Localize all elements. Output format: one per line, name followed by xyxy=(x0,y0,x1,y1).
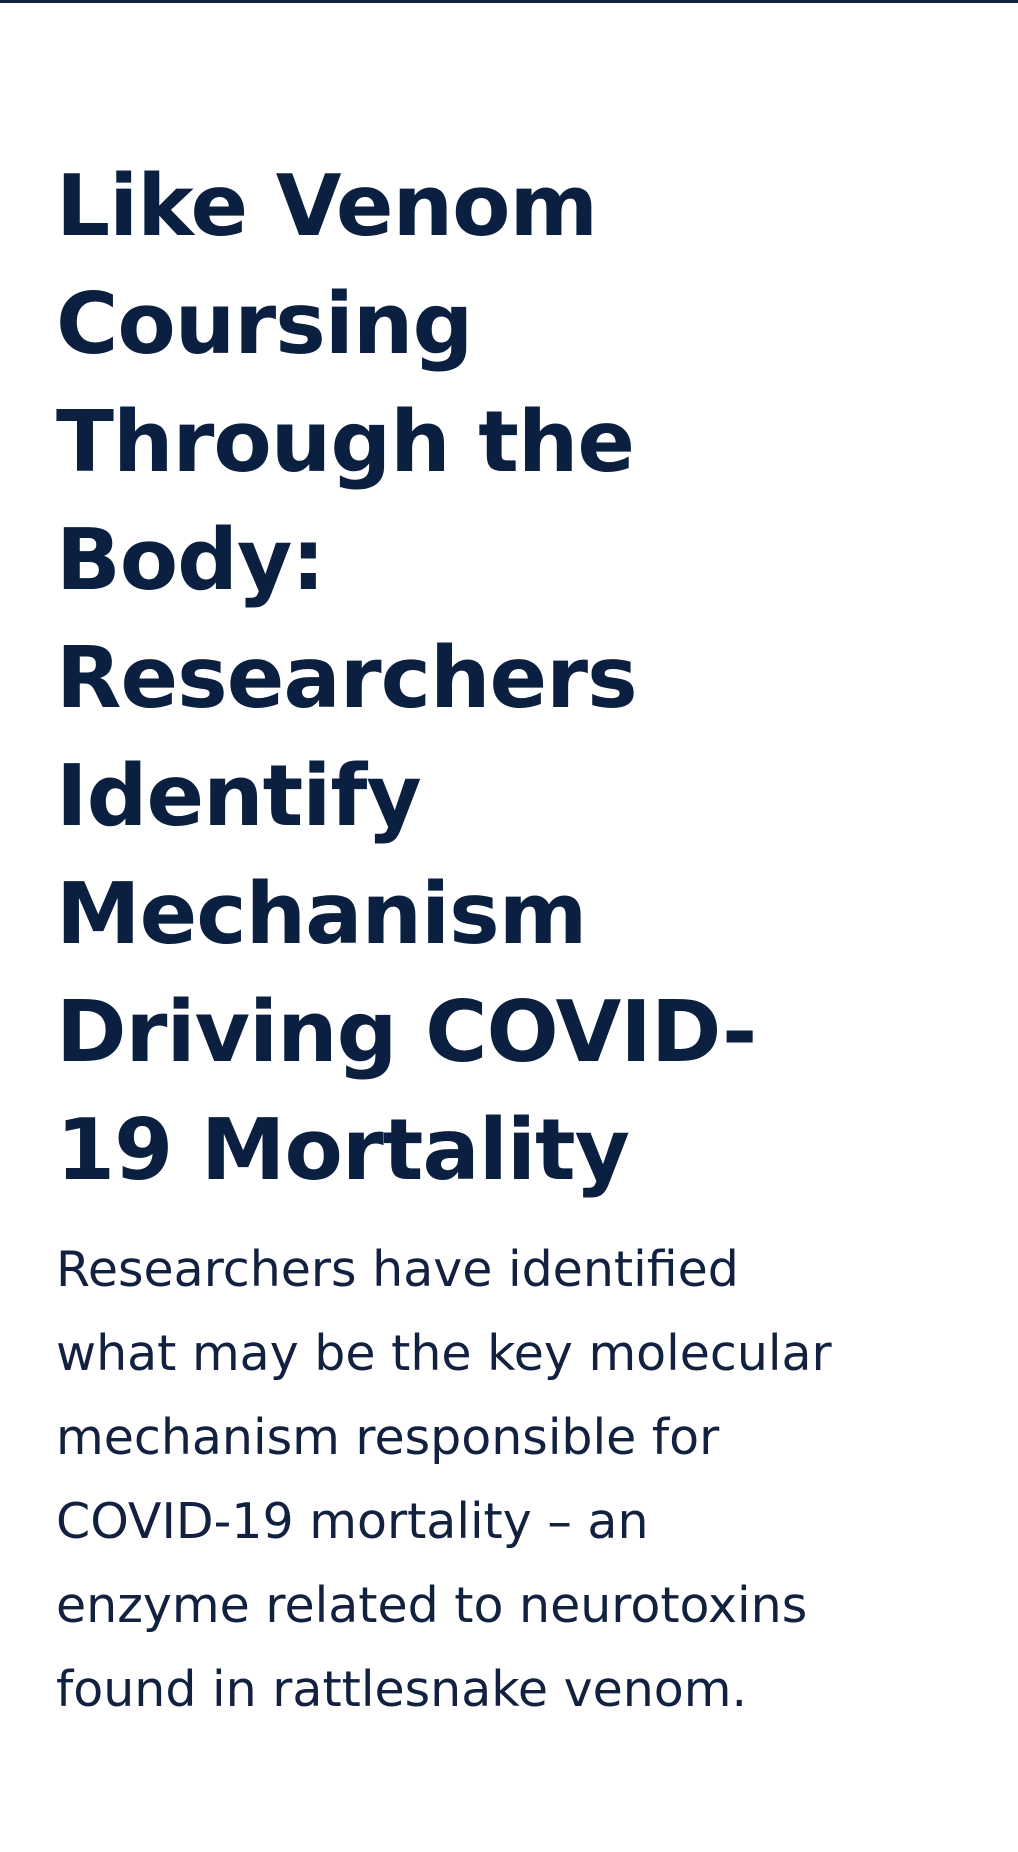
page-title: Like Venom Coursing Through the Body: Researchers Identify Mechanism Driving COVID-19 Mortality xyxy=(56,157,757,1200)
article-standfirst: Researchers have identified what may be the key molecular mechanism responsible for COVID-19 mortality – an enzyme related to neurotoxins found in rattlesnake venom. xyxy=(56,1241,832,1718)
